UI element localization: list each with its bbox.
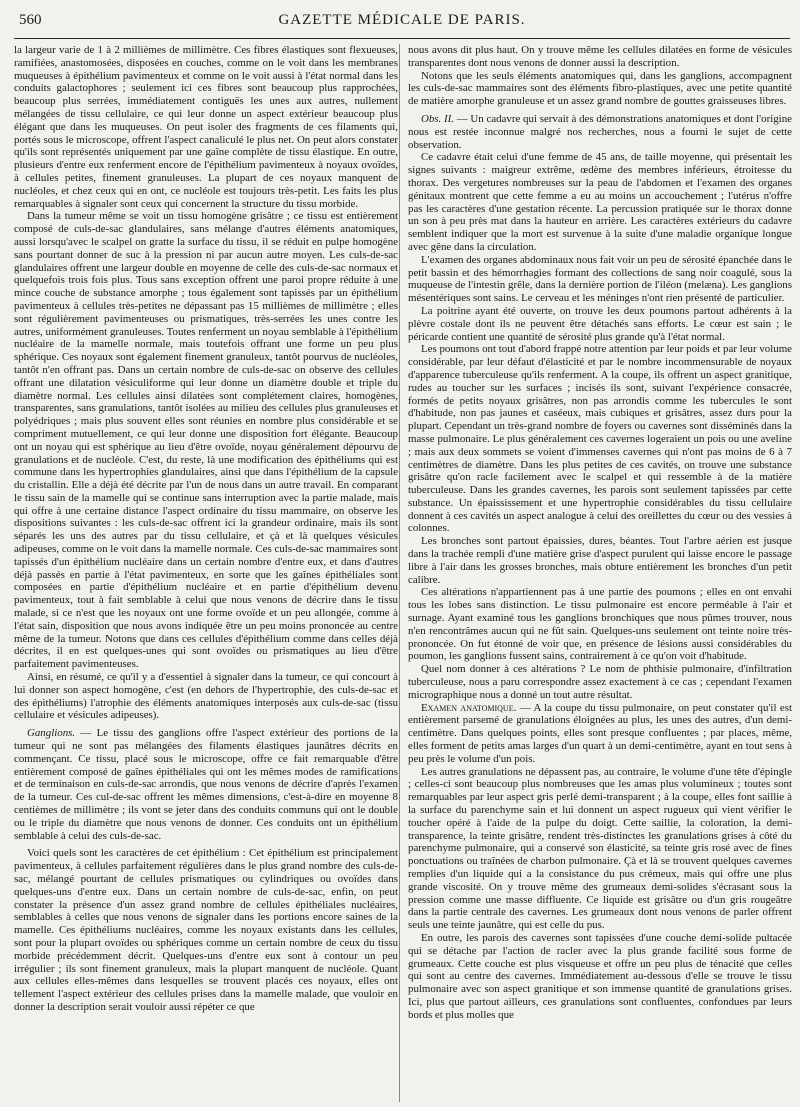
paragraph-text: Les autres granulations ne dépassent pas, au contraire, le volume d'une tête d'épingle ; celles-ci sont beaucoup plus nombreuses que les amas plus volumineux ; toutes sont remarquables par leur aspect gris perlé demi-transparent ; à la coupe, elles font saillie à la surface du parenchyme sain et lui donnent un aspect rugueux qui vient vérifier le toucher opéré à l'aide de la pulpe du doigt. Cette saillie, la coloration, la demi-transparence, la teinte grisâtre, rendent très-distinctes les granulations grises à côté du parenchyme pulmonaire, qui a conservé son élasticité, sa teinte gris rosé avec de fines ponctuations ou traînées de charbon pulmonaire. Çà et là se trouvent quelques cavernes remplies d'un liquide qui a la consistance du pus crémeux, mais qui offre une plus grande viscosité. On y trouve même des grumeaux demi-solides s'écrasant sous la pression comme une masse diffluente. Ce liquide est grisâtre ou d'un gris rougeâtre dans la partie centrale des cavernes. Les grumeaux dont nous venons de parler offrent seuls une teinte jaunâtre, qui est celle du pus. (408, 765, 792, 932)
paragraph-text: En outre, les parois des cavernes sont tapissées d'une couche demi-solide pultacée qui se détache par l'action de racler avec la plus grande facilité sous forme de grumeaux. Cette couche est plus visqueuse et offre un peu plus de ténacité que celles qui sont au centre des cavernes. Immédiatement au-dessous d'elle se trouve le tissu pulmonaire avec son aspect granitique et son immense quantité de granulations grises. Ici, plus que partout ailleurs, ces granulations sont confluentes, confondues par leurs bords et plus molles que (408, 931, 792, 1021)
paragraph (408, 151, 792, 253)
paragraph-text: Notons que les seuls éléments anatomiques qui, dans les ganglions, accompagnent les culs-de-sac mammaires sont des éléments fibro-plastiques, avec une petite quantité de matière amorphe granuleuse et un assez grand nombre de gouttes graisseuses libres. (408, 69, 792, 108)
right-column (408, 44, 792, 1102)
journal-title: GAZETTE MÉDICALE DE PARIS. (278, 12, 526, 28)
paragraph-text: Ainsi, en résumé, ce qu'il y a d'essentiel à signaler dans la tumeur, ce qui concourt à lui donner son aspect homogène, c'est (en dehors de l'hypertrophie, des culs-de-sac et des épithéliums) l'atrophie des éléments anatomiques interposés aux culs-de-sac (tissu cellulaire et vésicules adipeuses). (14, 671, 398, 722)
paragraph (14, 847, 398, 1013)
paragraph-text: Quel nom donner à ces altérations ? Le nom de phthisie pulmonaire, d'infiltration tuberculeuse, nous a paru correspondre assez exactement à ce cas ; cependant l'examen micrographique nous a donné un tout autre résultat. (408, 663, 792, 701)
paragraph-text: — Un cadavre qui servait à des démonstrations anatomiques et dont l'origine nous est restée inconnue malgré nos recherches, nous a fourni le sujet de cette observation. (408, 112, 792, 151)
page-number: 560 (19, 12, 42, 28)
paragraph-text: Les poumons ont tout d'abord frappé notre attention par leur poids et par leur volume considérable, par leur défaut d'élasticité et par le nombre incommensurable de noyaux d'apparence tuberculeuse qu'ils renferment. A la coupe, ils offrent un aspect granitique, rudes au toucher sur les surfaces ; incisés ils sont, suivant l'expérience consacrée, formés de petits noyaux grisâtres, non pas arrondis comme les tubercules le sont d'habitude, non pas jaunes et caséeux, mais cubiques et grisâtres, assez durs pour la plupart. Cependant un très-grand nombre de foyers ou cavernes sont disséminés dans la masse pulmonaire. Le plus généralement ces cavernes logeraient un pois ou une aveline ; mais aux deux sommets se voient d'immenses cavernes qui n'ont pas moins de 6 à 7 centimètres de diamètre. Dans les plus petites de ces cavités, on trouve une substance grisâtre qu'on racle facilement avec le scalpel et qui ressemble à de la matière tuberculeuse. Dans les grandes cavernes, les parois sont seulement tapissées par cette substance. Un épaississement et une hypertrophie considérables du tissu cellulaire donnent à ces cavités un aspect analogue à celui des oreillettes du cœur ou des vessies à colonnes. (408, 343, 792, 535)
paragraph (408, 343, 792, 535)
column-divider (399, 44, 400, 1102)
paragraph-text: Ce cadavre était celui d'une femme de 45 ans, de taille moyenne, qui présentait les signes suivants : maigreur extrême, œdème des membres inférieurs, étroitesse du thorax. Des vergetures nombreuses sur la peau de l'abdomen et l'examen des organes génitaux montrent que cette femme a eu au moins un accouchement ; l'utérus n'offre pas les caractères d'une gestation récente. La percussion pratiquée sur le thorax donne un son à peu près mat dans la hauteur en arrière. Les caractères extérieurs du cadavre semblent indiquer que la mort est survenue à la suite d'une maladie organique longue avec gêne dans la circulation. (408, 151, 792, 253)
paragraph-text: — Le tissu des ganglions offre l'aspect extérieur des portions de la tumeur qui ne sont pas mélangées des filaments élastiques jaunâtres décrits en commençant. Ce tissu, placé sous le microscope, offre ce fait remarquable d'être entièrement composé de gaînes épithéliales qui ont les mêmes modes de ramifications et de terminaison en culs-de-sac arrondis, que nous venons de décrire d'après l'examen de la tumeur. Ces cul-de-sac offrent les mêmes dimensions, c'est-à-dire en moyenne 8 centièmes de millimètre ; ils vont se jeter dans des conduits communs qui ont le double ou le triple du diamètre que nous venons de donner. Ces conduits ont un épithélium semblable à celui des culs-de-sac. (14, 727, 398, 842)
section-lead: Obs. II. (421, 112, 454, 125)
paragraph (408, 702, 792, 766)
paragraph (408, 932, 792, 1022)
paragraph (14, 44, 398, 210)
paragraph (14, 210, 398, 671)
paragraph (408, 70, 792, 108)
paragraph-text: Les bronches sont partout épaissies, dures, béantes. Tout l'arbre aérien est jusque dans la trachée rempli d'une matière grise d'aspect purulent qui laisse encore le passage libre à l'air dans les grosses bronches, mais obture entièrement les bronches d'un petit calibre. (408, 535, 792, 586)
page-header (14, 0, 790, 39)
paragraph (14, 671, 398, 722)
paragraph-text: Dans la tumeur même se voit un tissu homogène grisâtre ; ce tissu est entièrement composé de culs-de-sac glandulaires, sans mélange d'autres éléments anatomiques, aussi lorsqu'avec le scalpel on gratte la surface du tissu, il se réduit en pulpe homogène sans pourtant donner de suc à la pression ni par aucun autre moyen. Les culs-de-sac glandulaires offrent une largeur double en moyenne de celle des culs-de-sac normaux et quelquefois trois fois plus. Tous sans exception offrent une paroi propre réduite à une mince couche de substance amorphe ; tous également sont tapissés par un épithélium pavimenteux à cellules très-petites ne dépassant pas 15 millièmes de millimètre ; elles sont régulièrement pavimenteuses ou prismatiques, très-serrées les unes contre les autres, uniformément granuleuses. Toutes renferment un noyau semblable à l'épithélium nucléaire de la mamelle normale, mais toutefois offrant une forme un peu plus sphérique. Ces noyaux sont également finement granuleux, tantôt pourvus de nucléoles, tantôt n'en offrant pas. Dans un certain nombre de culs-de-sac on observe des cellules offrant une dilatation vésiculiforme qui leur donne un diamètre double et triple du diamètre normal. Les cellules ainsi dilatées sont complétement claires, homogènes, transparentes, sans granulations, tantôt isolées au milieu des cellules plus granuleuses et polyédriques ; mais plus souvent elles sont réunies en nombre plus considérable et se compriment mutuellement, ce qui leur donne une disposition fort élégante. Beaucoup ont un noyau qui est sphérique au lieu d'être ovoïde, noyau généralement dépourvu de granulations et de nucléole. C'est, du reste, là une modification des épithéliums qui est commune dans les hypertrophies glandulaires, ainsi que dans l'épithélium de la capsule du cristallin. Elle a déjà été décrite par l'un de nous dans un autre travail. En comparant le tissu sain de la mamelle qui se continue sans interruption avec la partie malade, mais qui offre à une certaine distance l'aspect ordinaire du tissu mammaire, on observe les dispositions suivantes : les culs-de-sac offrent ici la grandeur ordinaire, mais ils sont séparés les uns des autres par du tissu cellulaire, et çà et là quelques vésicules adipeuses, comme on le voit dans la mamelle normale. Ces culs-de-sac mammaires sont tapissés d'un épithélium nucléaire dans un certain nombre d'entre eux, et dans d'autres déjà passés en partie à l'état pavimenteux, en sorte que les gaînes épithéliales sont composées en partie d'épithélium nucléaire et en partie d'épithélium devenu pavimenteux, tout à fait semblable à celui que nous venons de décrire dans le tissu malade, si ce n'est que les noyaux ont une forme ovoïde et un peu allongée, comme à l'état sain, disposition que nous avons indiquée être un peu moins prononcée au centre même de la tumeur. Notons que dans ces cellules d'épithélium comme dans celles déjà décrites, il en est quelques-unes qui sont ovoïdes ou prismatiques au lieu d'être parfaitement pavimenteuses. (14, 210, 398, 671)
paragraph-text: Ces altérations n'appartiennent pas à une partie des poumons ; elles en ont envahi tous les lobes sans distinction. Le tissu pulmonaire est encore perméable à l'air et surnage. Ayant examiné tous les ganglions bronchiques que nous pûmes trouver, nous n'en rencontrâmes aucun qui ne fût sain. Quelques-uns seulement ont teinte noire très-prononcée. On fut étonné de voir que, en présence de lésions aussi considérables du poumon, les ganglions fussent sains, contrairement à ce qu'on voit d'habitude. (408, 586, 792, 663)
paragraph (408, 766, 792, 932)
paragraph-text: La poitrine ayant été ouverte, on trouve les deux poumons partout adhérents à la plèvre costale dont ils ne peuvent être détachés sans efforts. Le cœur est sain ; le péricarde contient une quantité de sérosité plus grande qu'à l'état normal. (408, 304, 792, 343)
paragraph (14, 727, 398, 842)
paragraph-text: Voici quels sont les caractères de cet épithélium : Cet épithélium est principalement pavimenteux, à cellules parfaitement régulières dans le plus grand nombre des culs-de-sac, mélangé pourtant de cellules prismatiques ou cylindriques ou ovoïdes dans quelques-uns d'entre eux. Dans un certain nombre de culs-de-sac, enfin, on peut constater la présence d'un assez grand nombre de cellules épithéliales nucléaires, semblables à celles que nous venons de signaler dans les portions encore saines de la mamelle. Ces épithéliums nucléaires, comme les noyaux existants dans les cellules, sont pour la plupart ovoïdes ou sphériques comme un certain nombre de ceux du tissu morbide précédemment décrit. Quelques-uns d'entre eux sont à contour un peu irrégulier ; ils sont finement granuleux, mais la plupart manquent de nucléole. Quant aux cellules elles-mêmes dans lesquelles se trouvent placés ces noyaux, elles ont tellement l'aspect extérieur des cellules prises dans la mamelle malade, que vouloir en donner la description serait vouloir aussi répéter ce que (14, 847, 398, 1013)
section-lead: Ganglions. (27, 727, 76, 740)
paragraph (408, 305, 792, 343)
paragraph-text: nous avons dit plus haut. On y trouve même les cellules dilatées en forme de vésicules transparentes dont nous venons de donner aussi la description. (408, 44, 792, 69)
paragraph (408, 113, 792, 151)
section-lead: Examen anatomique. (421, 701, 517, 714)
paragraph-text: L'examen des organes abdominaux nous fait voir un peu de sérosité épanchée dans le petit bassin et des hémorrhagies formant des collections de sang noir coagulé, sous la muqueuse de l'intestin grêle, dans la dernière portion de l'iléon (melæna). Les ganglions mésentériques sont sains. Le cerveau et les méninges n'ont rien présenté de particulier. (408, 253, 792, 305)
paragraph (408, 586, 792, 663)
paragraph (408, 254, 792, 305)
paragraph (408, 535, 792, 586)
paragraph-text: — A la coupe du tissu pulmonaire, on peut constater qu'il est entièrement parsemé de granulations éloignées au plus, les unes des autres, d'un demi-centimètre. Dans quelques points, elles sont presque confluentes ; par places, même, elles forment de petits amas larges d'un quart à un demi-centimètre, ayant en tout sens à peu près le volume d'un pois. (408, 701, 792, 765)
left-column (14, 44, 398, 1102)
paragraph (408, 44, 792, 70)
paragraph (408, 663, 792, 701)
paragraph-text: la largeur varie de 1 à 2 millièmes de millimètre. Ces fibres élastiques sont flexueuses, ramifiées, anastomosées, disposées en couches, comme on le voit dans les membranes muqueuses à épithélium pavimenteux et comme on le voit aussi à l'état normal dans les conduits galactophores ; seulement ici ces fibres sont beaucoup plus rapprochées, beaucoup plus serrées, immédiatement contiguës les unes aux autres, nullement mélangées de tissu cellulaire, ce qui leur donne un aspect extérieur beaucoup plus élégant que dans les muqueuses. On peut isoler des fragments de ces filaments qui, portés sous le microscope, offrent l'aspect canaliculé le plus net. On peut alors constater qu'ils sont représentés uniquement par une gaîne complète de tissu élastique. En outre, plusieurs d'entre eux renferment encore de l'épithélium pavimenteux à noyaux ovoïdes, à cellules petites, finement granuleuses. La plupart de ces noyaux manquent de nucléoles, et chez ceux qui en ont, ce nucléole est toujours très-petit. Les faits les plus remarquables à signaler sont ceux qui concernent la structure du tissu morbide. (14, 44, 398, 210)
